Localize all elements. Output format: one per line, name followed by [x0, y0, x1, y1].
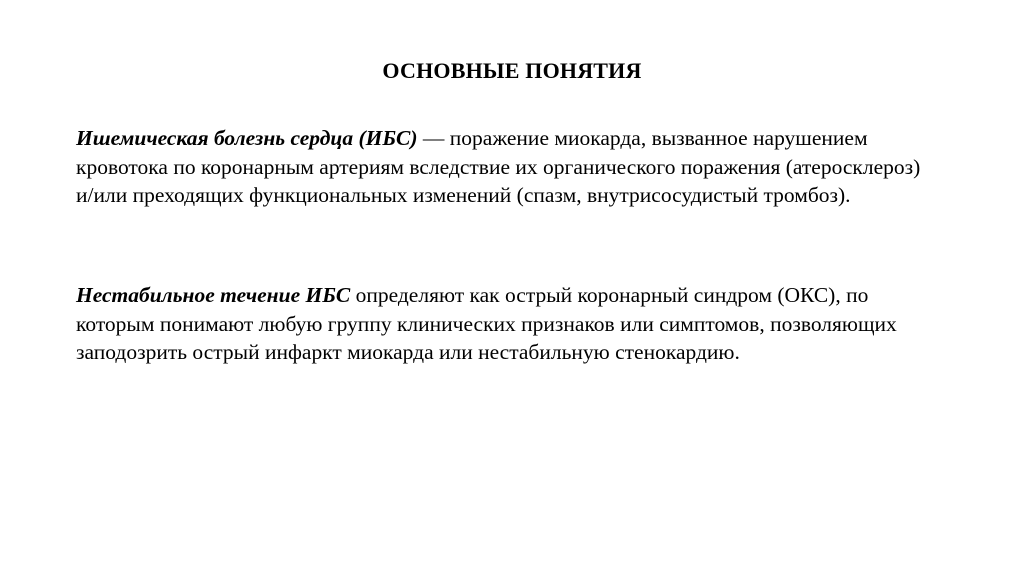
slide-title: ОСНОВНЫЕ ПОНЯТИЯ — [382, 58, 642, 83]
definition-unstable-ibs-text: определяют как острый коронарный синдром (ОКС), по которым понимают любую группу клинических признаков или симптомов, позволяющих заподозрить острый инфаркт миокарда или нестабильную стенокардию. — [76, 283, 897, 364]
term-ibs: Ишемическая болезнь сердца (ИБС) — [76, 126, 418, 150]
term-unstable-ibs: Нестабильное течение ИБС — [76, 283, 351, 307]
definition-unstable-ibs — [76, 281, 936, 367]
definition-ibs-text: — поражение миокарда, вызванное нарушением кровотока по коронарным артериям вследствие их органического поражения (атеросклероз) и/или преходящих функциональных изменений (спазм, внутрисосудистый тромбоз). — [76, 126, 921, 207]
definition-ibs — [76, 124, 936, 210]
